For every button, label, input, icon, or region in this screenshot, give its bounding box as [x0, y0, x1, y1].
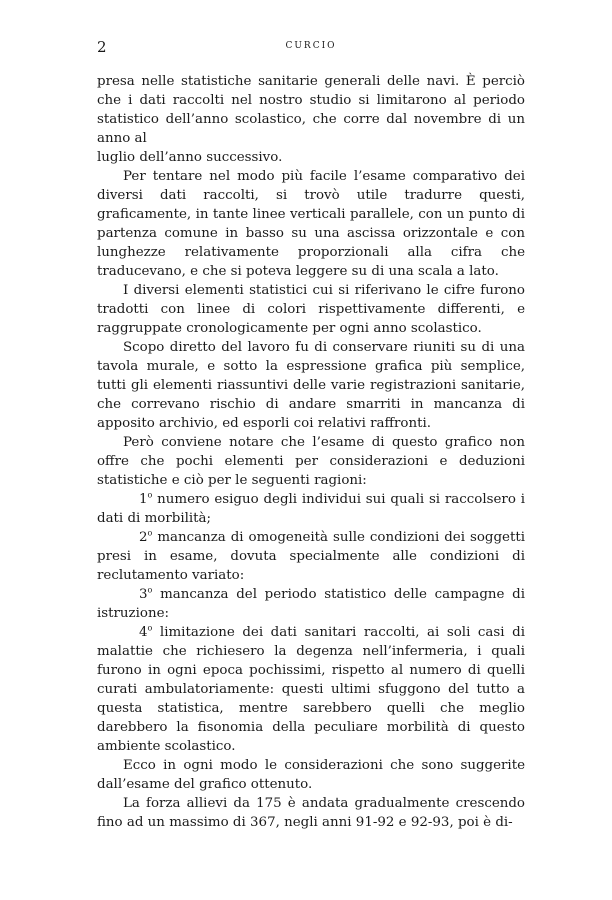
- list-item-text: limitazione dei dati sanitari raccolti, ai soli casi di malattie che richiesero la degenza nell’infermeria, i quali furono in ogni epoca pochissimi, rispetto al numero di quelli curati ambulatoriamente: questi ultimi sfuggono del tutto a questa statistica, mentre sarebbero quelli che meglio darebbero la fisonomia della peculiare morbilità di questo ambiente scolastico.: [97, 625, 525, 754]
- list-item: [97, 528, 525, 585]
- list-item-text: numero esiguo degli individui sui quali si raccolsero i dati di morbilità;: [97, 492, 525, 526]
- ordinal-marker: o: [147, 490, 153, 500]
- paragraph: I diversi elementi statistici cui si riferivano le cifre furono tradotti con linee di colori rispettivamente differenti, e raggruppate cronologicamente per ogni anno scolastico.: [97, 283, 525, 336]
- list-number: 2: [139, 530, 148, 545]
- list-item: [97, 623, 525, 756]
- list-item-text: mancanza di omogeneità sulle condizioni dei soggetti presi in esame, dovuta specialmente alle condizioni di reclutamento variato:: [97, 530, 525, 583]
- paragraph: [97, 72, 525, 167]
- page-header: [97, 38, 525, 58]
- paragraph: Però conviene notare che l’esame di questo grafico non offre che pochi elementi per considerazioni e deduzioni statistiche e ciò per le seguenti ragioni:: [97, 435, 525, 488]
- list-number: 1: [139, 492, 148, 507]
- text-line: luglio dell’anno successivo.: [97, 150, 283, 165]
- list-item-text: mancanza del periodo statistico delle campagne di istruzione:: [97, 587, 525, 621]
- list-item: [97, 490, 525, 528]
- list-number: 3: [139, 587, 148, 602]
- list-item: [97, 585, 525, 623]
- list-number: 4: [139, 625, 148, 640]
- ordinal-marker: o: [147, 585, 153, 595]
- paragraph: Ecco in ogni modo le considerazioni che sono suggerite dall’esame del grafico ottenuto.: [97, 758, 525, 792]
- text-line: presa nelle statistiche sanitarie generali delle navi. È perciò: [97, 74, 525, 89]
- ordinal-marker: o: [147, 528, 153, 538]
- body-text: [97, 72, 525, 832]
- page-number: 2: [97, 38, 107, 56]
- ordinal-marker: o: [147, 623, 153, 633]
- paragraph: La forza allievi da 175 è andata gradualmente crescendo fino ad un massimo di 367, negli anni 91-92 e 92-93, poi è di-: [97, 796, 525, 830]
- paragraph: Per tentare nel modo più facile l’esame comparativo dei diversi dati raccolti, si trovò utile tradurre questi, graficamente, in tante linee verticali parallele, con un punto di partenza comune in basso su una ascissa orizzontale e con lunghezze relativamente proporzionali alla cifra che traducevano, e che si poteva leggere su di una scala a lato.: [97, 169, 525, 279]
- text-line: che i dati raccolti nel nostro studio si limitarono al periodo statistico dell’anno scolastico, che corre dal novembre di un anno al: [97, 93, 525, 146]
- running-title: CURCIO: [285, 41, 337, 51]
- paragraph: Scopo diretto del lavoro fu di conservare riuniti su di una tavola murale, e sotto la espressione grafica più semplice, tutti gli elementi riassuntivi delle varie registrazioni sanitarie, che correvano rischio di andare smarriti in mancanza di apposito archivio, ed esporli coi relativi raffronti.: [97, 340, 525, 431]
